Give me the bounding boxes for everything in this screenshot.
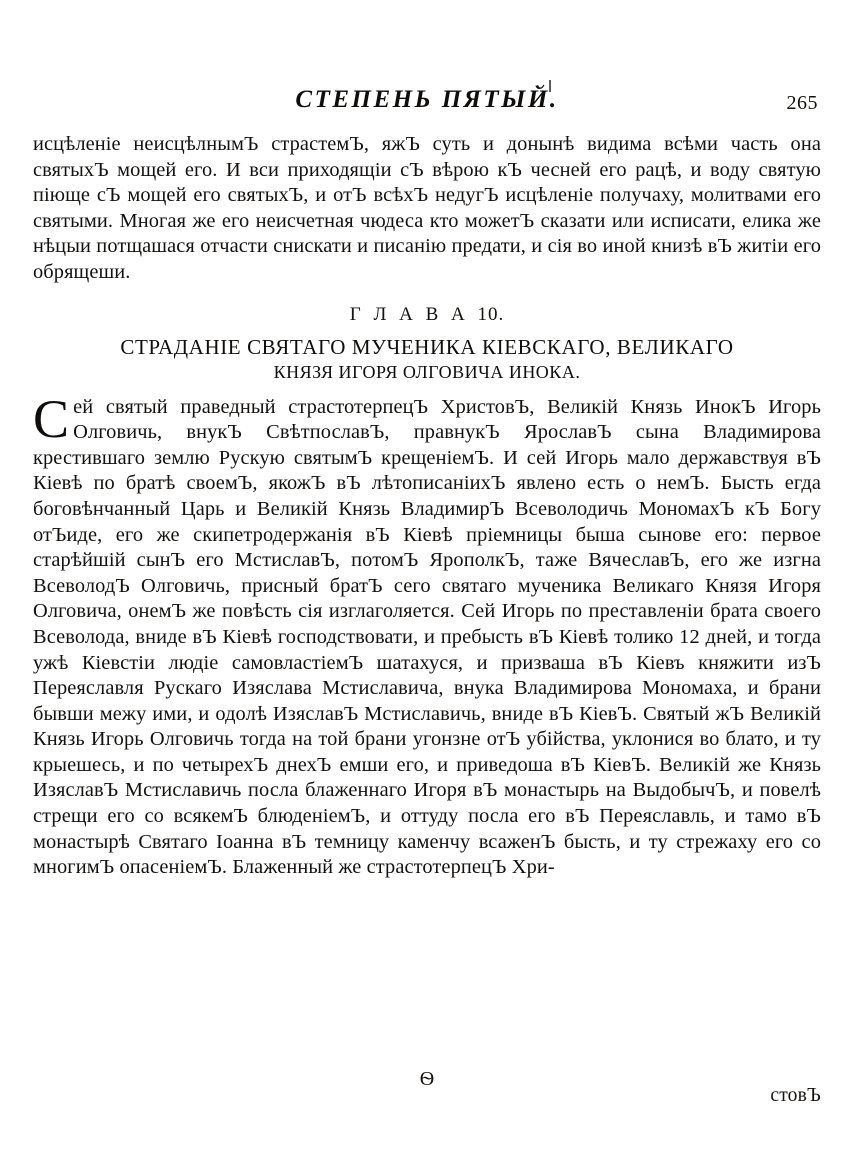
chapter-title: СТРАДАНІЕ СВЯТАГО МУЧЕНИКА КІЕВСКАГО, ВЕЛИКАГО (120, 334, 734, 359)
drop-cap: С (33, 388, 70, 449)
paragraph-main-text: ей святый праведный страстотерпецЪ ХристовЪ, Великій Князь ИнокЪ Игорь Олговичь, внукЪ СвѣтпославЪ, правнукЪ ЯрославЪ сына Владимирова крестившаго землю Рускую святымЪ крещеніемЪ. И сей Игорь мало державствуя вЪ Кіевѣ по братѣ своемЪ, якожЪ вЪ лѣтописаніихЪ явлено есть о немЪ. Бысть егда боговѣнчанный Царь и Великій Князь ВладимирЪ Всеволодичь МономахЪ кЪ Богу отЪиде, его же скипетродержанія вЪ Кіевѣ пріемницы быша сынове его: первое старѣйшій сынЪ его МстиславЪ, потомЪ ЯрополкЪ, таже ВячеславЪ, его же изгна ВсеволодЪ Олговичь, присный братЪ сего святаго мученика Великаго Князя Игоря Олговича, онемЪ же повѣсть сія изглаголяется. Сей Игорь по преставленіи брата своего Всеволода, вниде вЪ Кіевѣ господствовати, и пребысть вЪ Кіевѣ толико 12 дней, и тогда ужѣ Кіевстіи людіе самовластіемЪ шатахуся, и призваша вЪ Кіевъ княжити изЪ Переяславля Рускаго Изяслава Мстиславича, внука Владимирова Мономаха, и брани бывши межу ими, и одолѣ ИзяславЪ Мстиславичь, вниде вЪ КіевЪ. Святый жЪ Великій Князь Игорь Олговичь тогда на той брани угонзне отЪ убійства, уклонися во блато, и ту крыешесь, и по четырехЪ днехЪ емши его, и приведоша вЪ КіевЪ. Великій же Князь ИзяславЪ Мстиславичь посла блаженнаго Игоря вЪ монастырь на ВыдобычЪ, и повелѣ стрещи его со всякемЪ блюденіемЪ, и оттуду посла его вЪ Переяславль, и тамо вЪ монастырѣ Святаго Іоанна вЪ темницу каменчу всаженЪ бысть, и ту стрежаху его со многимЪ опасеніемЪ. Блаженный же страстотерпецЪ Хри- (33, 395, 821, 879)
chapter-marker-label: Г Л А В А (349, 303, 469, 325)
chapter-subtitle: КНЯЗЯ ИГОРЯ ОЛГОВИЧА ИНОКА. (273, 361, 581, 382)
paragraph-opening: исцѣленіе неисцѣлнымЪ страстемЪ, яжЪ суть и донынѣ видима всѣми часть она святыхЪ мощей его. И вси приходящіи сЪ вѣрою кЪ чесней его рацѣ, и воду святую піюще сЪ мощей его святыхЪ, и отЪ всѣхЪ недугЪ исцѣленіе получаху, молитвами его святыми. Многая же его неисчетная чюдеса кто можетЪ сказати или исписати, елика же нѣцыи потщашася отчасти снискати и писанію предати, и сія во иной книзѣ вЪ житіи его обрящеши. (33, 133, 821, 283)
text-column (33, 132, 821, 881)
ornament-glyph: Ѳ (419, 1068, 435, 1090)
paragraph-main (33, 388, 821, 881)
page-header (0, 86, 854, 120)
chapter-number: 10. (477, 303, 505, 325)
page-number: 265 (786, 92, 818, 114)
catchword: стовЪ (770, 1085, 821, 1106)
chapter-marker (33, 304, 821, 326)
running-title: СТЕПЕНЬ ПЯТЫЙ. (295, 86, 559, 113)
